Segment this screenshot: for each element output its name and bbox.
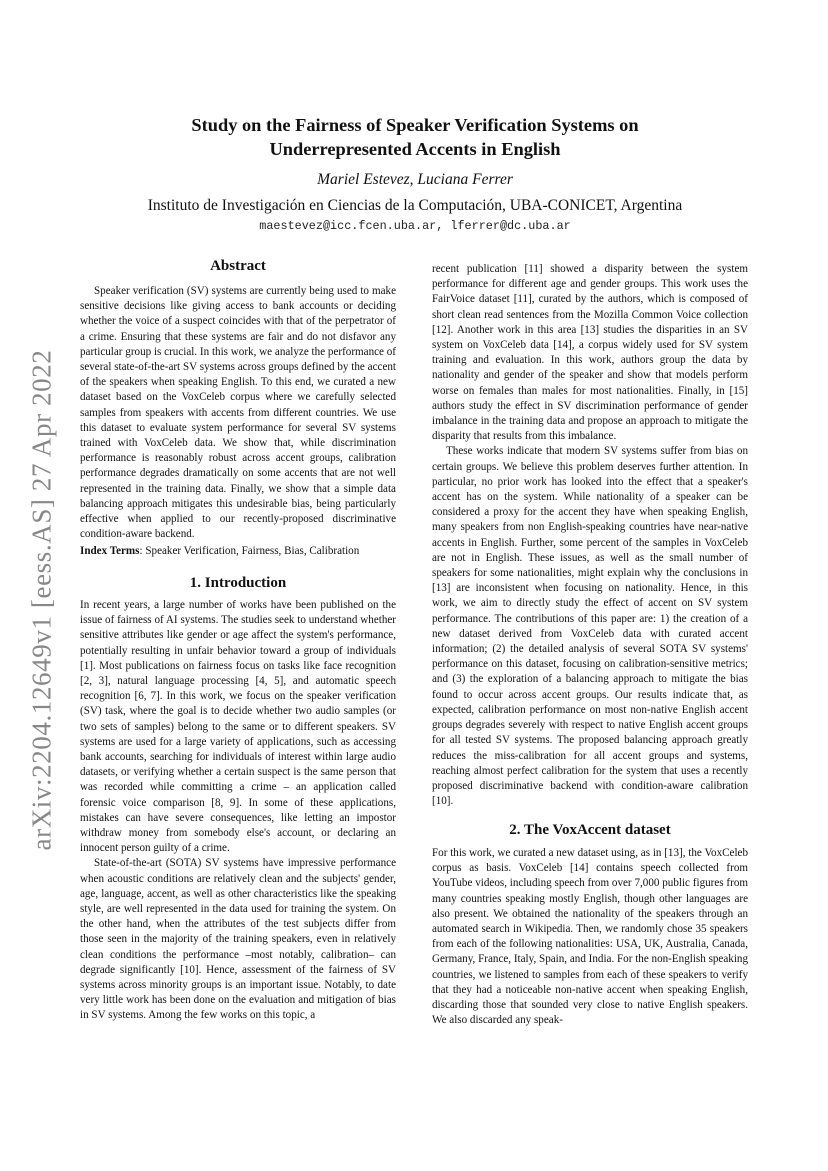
intro-heading: 1. Introduction [189,575,287,591]
intro-body-left [80,598,396,1024]
index-terms [80,544,396,559]
arxiv-sidebar [22,340,62,860]
intro-paragraph-3: recent publication [11] showed a disparity between the system performance for different age and gender groups. This work uses the FairVoice dataset [11], curated by the authors, which is composed of short clean read sentences from the Mozilla Common Voice collection [12]. Another work in this area [13] studies the disparities in an SV system on VoxCeleb data [14], a corpus widely used for SV system training and evaluation. In this work, authors group the data by nationality and gender of the speaker and show that models perform worse on females than males for most nationalities. Finally, in [15] authors study the effect in SV discrimination performance of gender imbalance in the training data and propose an approach to mitigate the disparity that results from this imbalance. [432,263,748,443]
paper-title [100,113,730,161]
voxaccent-heading: 2. The VoxAccent dataset [509,822,671,838]
affiliation: Instituto de Investigación en Ciencias de la Computación, UBA-CONICET, Argentina [147,197,683,214]
intro-paragraph-1: In recent years, a large number of works have been published on the issue of fairness of AI systems. The studies seek to understand whether sensitive attributes like gender or age affect the system's performance, potentially resulting in unfair behavior toward a group of individuals [1]. Most publications on fairness focus on tasks like face recognition [2, 3], natural language processing [4, 5], and automatic speech recognition [6, 7]. In this work, we focus on the speaker verification (SV) task, where the goal is to decide whether two audio samples (or two sets of samples) belong to the same or to different speakers. SV systems are used for a large variety of applications, such as accessing bank accounts, searching for individuals of interest within large audio datasets, or verifying whether a certain suspect is the same person that was recorded while committing a crime – an application called forensic voice comparison [8, 9]. In some of these applications, mistakes can have severe consequences, like letting an impostor withdraw money from somebody else's account, or declaring an innocent person guilty of a crime. [80,599,396,855]
intro-paragraph-2: State-of-the-art (SOTA) SV systems have impressive performance when acoustic conditions are relatively clean and the subjects' gender, age, language, accent, as well as other characteristics like the speaking style, are well represented in the data used for training the system. On the other hand, when the attributes of the test subjects differ from those seen in the majority of the training speakers, even in relatively clean conditions the performance –most notably, calibration– can degrade significantly [10]. Hence, assessment of the fairness of SV systems across minority groups is an important issue. Notably, to date very little work has been done on the evaluation and mitigation of bias in SV systems. Among the few works on this topic, a [80,857,396,1022]
abstract-text: Speaker verification (SV) systems are currently being used to make sensitive decisions like giving access to bank accounts or deciding whether the voice of a suspect coincides with that of the perpetrator of a crime. Ensuring that these systems are fair and do not disfavor any particular group is crucial. In this work, we analyze the performance of several state-of-the-art SV systems across groups defined by the accent of the speakers when speaking English. To this end, we curated a new dataset based on the VoxCeleb corpus where we carefully selected samples from speakers with accents from different countries. We use this dataset to evaluate system performance for several SV systems trained with VoxCeleb data. We show that, while discrimination performance is reasonably robust across accent groups, calibration performance degrades dramatically on some accents that are not well represented in the training data. Finally, we show that a simple data balancing approach mitigates this undesirable bias, being particularly effective when applied to our recently-proposed discriminative condition-aware backend. [80,285,396,541]
voxaccent-paragraph-1: For this work, we curated a new dataset using, as in [13], the VoxCeleb corpus as basis. VoxCeleb [14] contains speech collected from YouTube videos, including speech from over 7,000 public figures from many countries speaking mostly English, though other languages are also present. We obtained the nationality of the speakers through an automated search in Wikipedia. Then, we randomly chose 35 speakers from each of the following nationalities: USA, UK, Australia, Canada, Germany, France, Italy, Spain, and India. For the non-English speaking countries, we listened to samples from each of these speakers to verify that they had a noticeable non-native accent when speaking English, discarding those that sounded very close to native English speakers. We also discarded any speak- [432,847,748,1027]
title-line-2: Underrepresented Accents in English [269,139,561,159]
abstract-body [80,284,396,542]
abstract-heading-wrap [80,259,396,274]
voxaccent-heading-wrap [432,823,748,838]
intro-heading-wrap [80,576,396,591]
intro-paragraph-4: These works indicate that modern SV systems suffer from bias on certain groups. We believe this problem deserves further attention. In particular, no prior work has looked into the effect that a speaker's accent has on the system. While nationality of a speaker can be considered a proxy for the accent they have when speaking English, many speakers from non English-speaking countries have near-native accents in English. Further, some percent of the samples in VoxCeleb are not in English. These issues, as well as the small number of speakers for some nationalities, might explain why the conclusions in [13] are inconsistent when focusing on nationality. Hence, in this work, we aim to directly study the effect of accent on SV system performance. The contributions of this paper are: 1) the creation of a new dataset derived from VoxCeleb data with curated accent information; (2) the detailed analysis of several SOTA SV systems' performance on this dataset, focusing on calibration-sensitive metrics; and (3) the exploration of a balancing approach to mitigate the bias found to occur across accent groups. Our results indicate that, as expected, calibration performance on most non-native English accent groups degrades severely with respect to native English accent groups for all tested SV systems. The proposed balancing approach greatly reduces the miss-calibration for all accent groups and systems, reaching almost perfect calibration for the system that uses a recently proposed discriminative backend with condition-aware calibration [10]. [432,445,748,808]
title-line-1: Study on the Fairness of Speaker Verification Systems on [191,115,639,135]
abstract-heading: Abstract [210,258,266,274]
voxaccent-body [432,846,748,1028]
intro-body-right [432,262,748,809]
index-terms-label: Index Terms [80,545,140,557]
arxiv-identifier: arXiv:2204.12649v1 [eess.AS] 27 Apr 2022 [26,349,57,851]
index-terms-text: : Speaker Verification, Fairness, Bias, Calibration [139,545,360,557]
authors: Mariel Estevez, Luciana Ferrer [317,171,513,188]
emails: maestevez@icc.fcen.uba.ar, lferrer@dc.uba.ar [259,219,571,233]
